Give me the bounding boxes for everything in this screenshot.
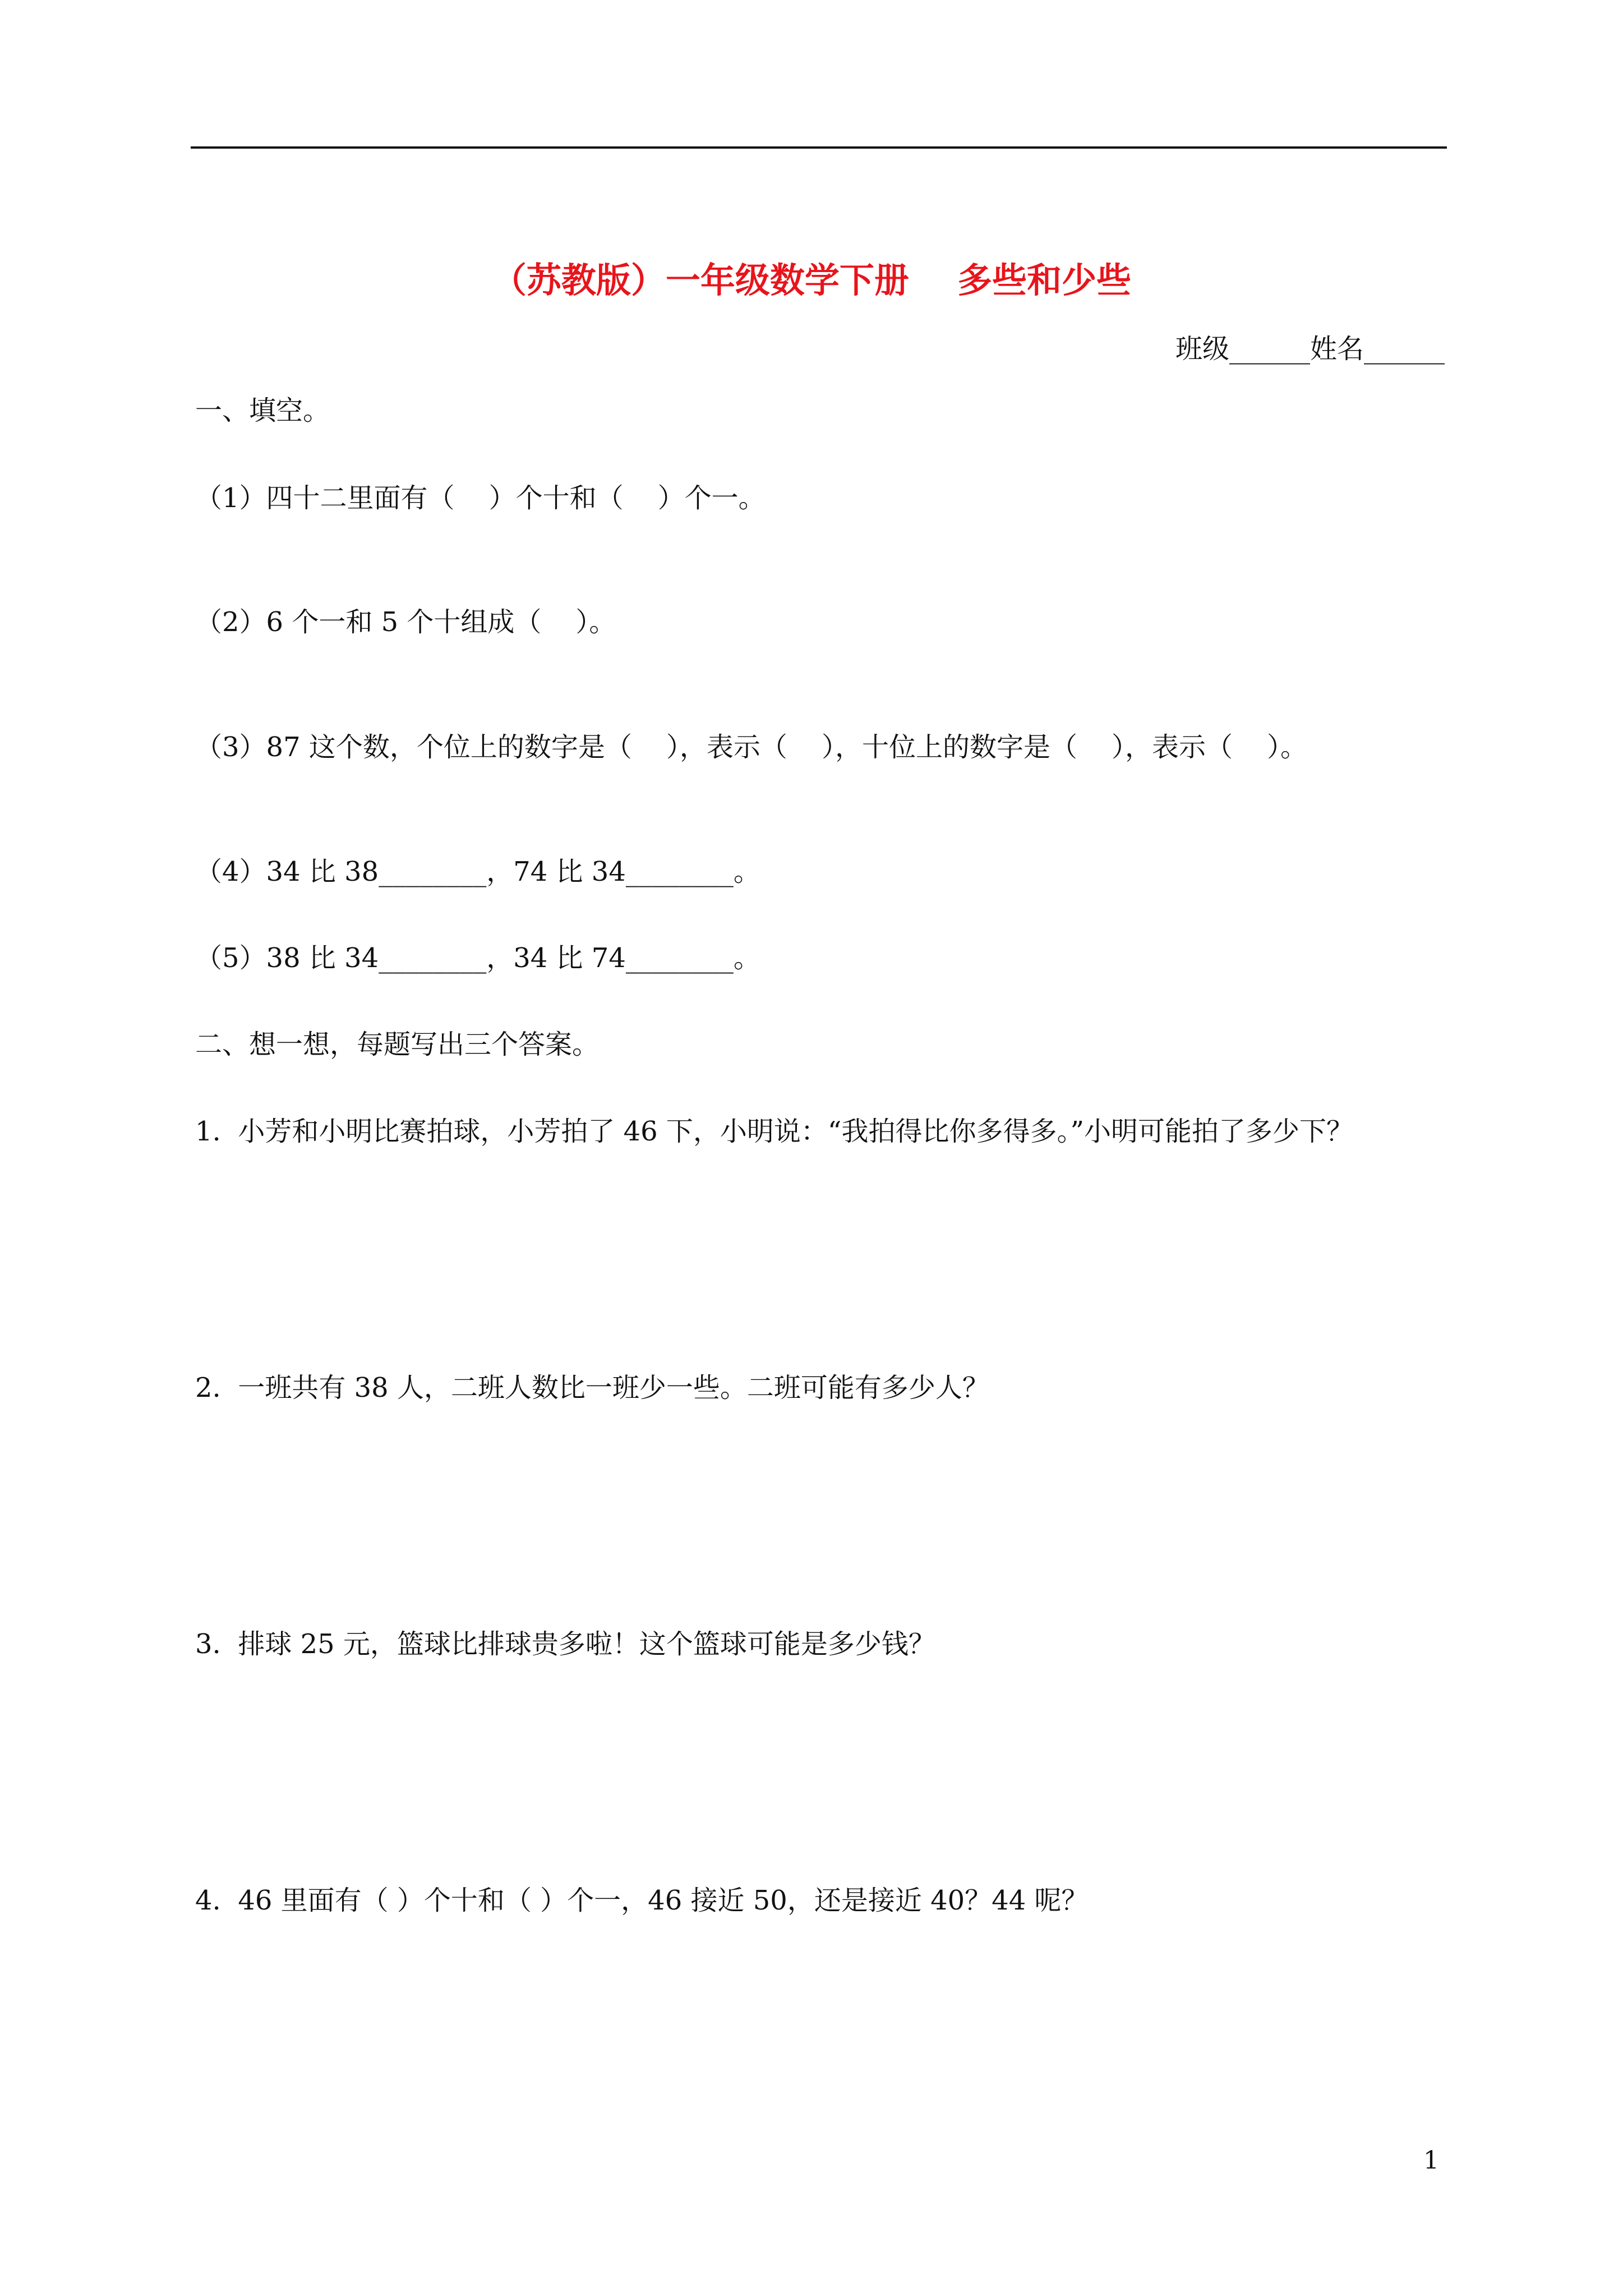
question-3: 3. 排球 25 元，篮球比排球贵多啦！这个篮球可能是多少钱？	[195, 1628, 935, 1660]
page-number: 1	[1423, 2146, 1439, 2175]
fill-blank-item-4: （4）34 比 38________，74 比 34________。	[195, 856, 760, 887]
fill-blank-item-3: （3）87 这个数，个位上的数字是（ ），表示（ ），十位上的数字是（ ），表示（ ）。	[195, 731, 1308, 763]
question-4: 4. 46 里面有（ ）个十和（ ）个一，46 接近 50，还是接近 40？44 呢？	[195, 1885, 1089, 1916]
section1-heading: 一、填空。	[195, 395, 330, 426]
fill-blank-item-2: （2）6 个一和 5 个十组成（ ）。	[195, 606, 616, 638]
fill-blank-item-1: （1）四十二里面有（ ）个十和（ ）个一。	[195, 482, 766, 514]
class-name-line: 班级______姓名______	[1175, 333, 1445, 365]
section2-heading: 二、想一想，每题写出三个答案。	[195, 1029, 600, 1060]
question-2: 2. 一班共有 38 人，二班人数比一班少一些。二班可能有多少人？	[195, 1372, 989, 1404]
fill-blank-item-5: （5）38 比 34________，34 比 74________。	[195, 942, 760, 974]
page-title: （苏教版）一年级数学下册 多些和少些	[491, 260, 1132, 301]
header-rule	[191, 146, 1447, 149]
question-1: 1. 小芳和小明比赛拍球，小芳拍了 46 下，小明说：“我拍得比你多得多。”小明可能拍了多少下？	[195, 1116, 1353, 1147]
